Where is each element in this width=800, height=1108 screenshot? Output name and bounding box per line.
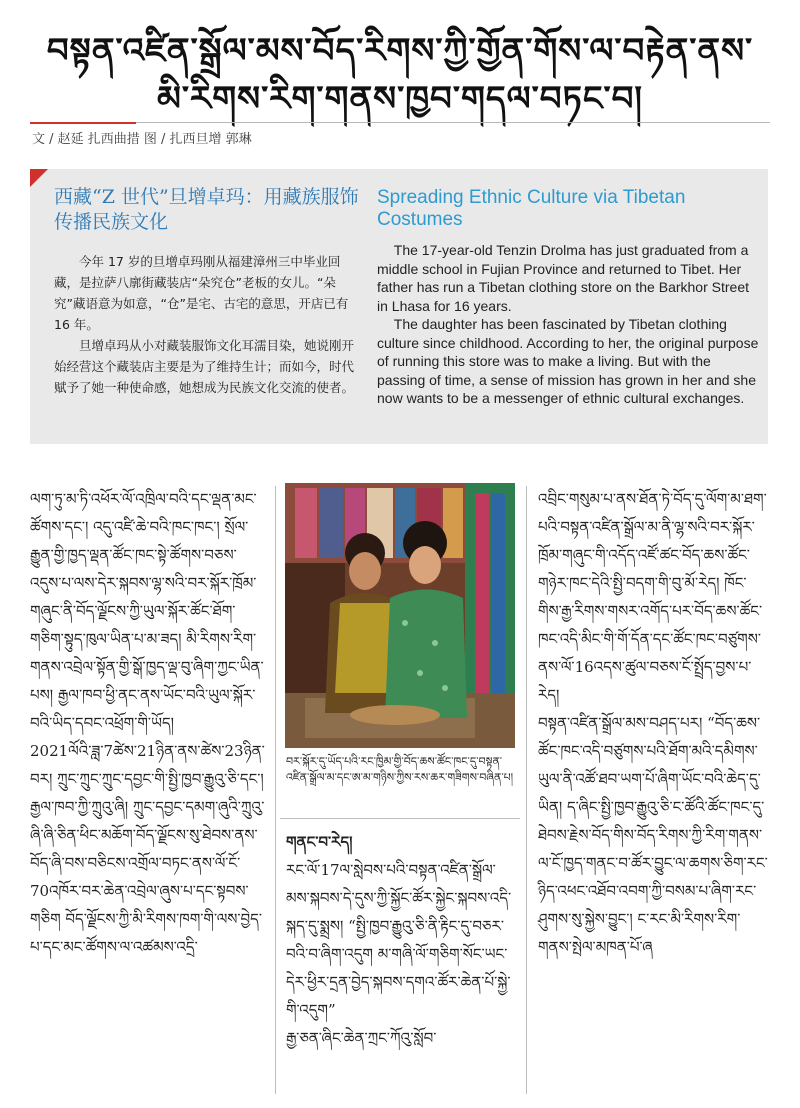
shop-photo [285,483,515,748]
caption-divider-rule [280,818,520,819]
body-column-1 [30,485,265,961]
body-paragraph: གནང་བ་རེད། [286,833,353,851]
summary-en-paragraph: The 17-year-old Tenzin Drolma has just graduated from a middle school in Fujian Province and returned to Tibet. Her father has run a Tibetan clothing store on the Barkhor Street in Lhasa for 16 years. [377,242,749,314]
byline: 文 / 赵延 扎西曲措 图 / 扎西旦增 郭琳 [32,132,252,147]
summary-en-title: Spreading Ethnic Culture via Tibetan Costumes [377,187,686,230]
column-divider-left [275,486,276,1094]
article-title-line-2: མི་རིགས་རིག་གནས་ཁྱབ་གདལ་བཏང་བ། [157,79,643,119]
summary-en-paragraph: The daughter has been fascinated by Tibetan clothing culture since childhood. According to her, the original purpose of running this store was to make a living. But with the passing of time, a sense of mission has grown in her and she now wants to be a messenger of ethnic cultural exchanges. [377,316,759,406]
summary-en-body [377,241,760,408]
body-paragraph: ལག་ཏུ་མ་ཏི་འཕོར་ལོ་འཁྲིལ་བའི་དང་ལྡན་མང་ཚོགས་དང་། འདུ་འཛི་ཆེ་བའི་ཁང་ཁང་། སྲོལ་རྒྱུན་གྱི་ཁྱད་ལྡན་ཚོང་ཁང་སྟེ་ཚོགས་བཅས་འདུས་པ་ལས་དེར་སྐབས་ལྷ་སའི་བར་སྐོར་ཁྲོམ་གཞུང་ནི་བོད་ལྗོངས་ཀྱི་ཡུལ་སྐོར་ཚོང་ཐོག་གཅིག་སྟུད་ཁུལ་ཡིན་པ་མ་ཟད། མི་རིགས་རིག་གནས་འབྲེལ་སྟོན་གྱི་སྒོ་ཁྱད་ལྡ་བུ་ཞིག་ཀྱང་ཡིན་པས། རྒྱལ་ཁབ་ཕྱི་ནང་ནས་ཡོང་བའི་ཡུལ་སྐོར་བའི་ཡིད་དབང་འཕྲོག་གི་ཡོད། [30,490,264,732]
article-title-line-1: བསྟན་འཛིན་སྒྲོལ་མས་བོད་རིགས་ཀྱི་གྱོན་གོས་ལ་བརྟེན་ནས་ [46,31,754,71]
body-column-2 [286,828,514,1052]
body-paragraph: འབྲིང་གསུམ་པ་ནས་ཐོན་ཏེ་བོད་དུ་ལོག་མ་ཐག་པའི་བསྟན་འཛིན་སྒྲོལ་མ་ནི་ལྷ་སའི་བར་སྐོར་ཁྲོམ་གཞུང་གི་འདོད་འཛོ་ཚང་བོད་ཆས་ཚོང་གཉེར་ཁང་དེའི་སྤྱི་བདག་གི་བུ་མོ་རེད། ཁོང་གིས་རྒྱ་རིགས་གསར་འགོད་པར་བོད་ཆས་ཚོང་ཁང་འདི་མིང་གི་གོ་དོན་དང་ཚོང་ཁང་བཙུགས་ནས་ལོ་16འདས་ཚུལ་བཅས་ངོ་སྤྲོད་བྱས་པ་རེད། [538,490,767,704]
summary-cn-paragraph: 今年 17 岁的旦增卓玛刚从福建漳州三中毕业回藏，是拉萨八廓街藏装店“朵究仓”老板的女儿。“朵究”藏语意为如意，“仓”是宅、古宅的意思，开店已有 16 年。 [54,254,349,332]
body-paragraph: རྒྱ་ཅན་ཞིང་ཆེན་ཀྲང་ཀོའུ་སློབ་ [286,1029,437,1047]
summary-cn-body [54,251,364,398]
body-paragraph: རང་ལོ་17ལ་སླེབས་པའི་བསྟན་འཛིན་སྒྲོལ་མས་སྐབས་དེ་དུས་ཀྱི་སྐྱོང་ཚོར་སྐྱེང་སྐབས་འདི་སྐད་དུ་སྨྲས། “སྤྱི་ཁྱབ་རྒྱུའུ་ཅི་ནི་རྟིང་དུ་བཅར་བའི་བ་ཞིག་འདུག མ་གཞི་ལོ་གཅིག་སོང་ཡང་དེར་ཕྱིར་དྲན་བྱེད་སྐབས་དགའ་ཚོར་ཆེན་པོ་སྐྱེ་གི་འདུག” [286,861,512,1019]
summary-cn-paragraph: 旦增卓玛从小对藏装服饰文化耳濡目染，她说刚开始经营这个藏装店主要是为了维持生计；而如今，时代赋予了她一种使命感，她想成为民族文化交流的使者。 [54,338,355,395]
body-paragraph: 2021ལོའི་ཟླ་7ཚེས་21ཉིན་ནས་ཚེས་23ཉིན་བར། ཀྲུང་ཀྲུང་ཀྲུང་དབྱང་གི་སྤྱི་ཁྱབ་རྒྱུའུ་ཅི་དང་། རྒྱལ་ཁབ་ཀྱི་ཀྲུའུ་ཞི། ཀྲུང་དབྱང་དམག་ཞུའི་ཀྲུའུ་ཞི་ཞི་ཅིན་ཕིང་མཆོག་བོད་ལྗོངས་སུ་ཐེབས་ནས་བོད་ཞི་བས་བཅིངས་འགྲོལ་བཏང་ནས་ལོ་ངོ་70འཁོར་བར་ཆེན་འབྲེལ་ཞུས་པ་དང་སྟབས་གཅིག བོད་ལྗོངས་ཀྱི་མི་རིགས་ཁག་གི་ལས་བྱེད་པ་དང་མང་ཚོགས་ལ་འཚམས་འདྲི་ [30,742,265,956]
column-divider-right [526,486,527,1094]
shop-photo-illustration [285,483,515,748]
red-corner-marker [30,169,48,187]
photo-caption: བར་སྐོར་དུ་ཡོད་པའི་རང་ཁྱིམ་གྱི་བོད་ཆས་ཚོང་ཁང་དུ་བསྟན་འཛིན་སྒྲོལ་མ་དང་ཨ་མ་གཉིས་ཀྱིས་རས་ཆར་གཟིགས་བཞིན་པ། [286,755,514,784]
red-accent-rule [30,122,136,124]
bilingual-summary-box [30,169,768,444]
summary-cn-title: 西藏“Z 世代”旦增卓玛：用藏族服饰传播民族文化 [54,186,359,233]
body-column-3 [538,485,770,961]
grey-divider-rule [136,122,770,123]
body-paragraph: བསྟན་འཛིན་སྒྲོལ་མས་བཤད་པར། “བོད་ཆས་ཚོང་ཁང་འདི་བཙུགས་པའི་ཐོག་མའི་དམིགས་ཡུལ་ནི་འཚོ་ཐབ་ཡག་པོ་ཞིག་ཡོང་བའི་ཆེད་དུ་ཡིན། ད་ཞིང་སྤྱི་ཁྱབ་རྒྱུའུ་ཅི་ང་ཚོའི་ཚོང་ཁང་དུ་ཐེབས་རྗེས་བོད་གིས་བོད་རིགས་ཀྱི་རིག་གནས་ལ་ངོ་ཁྱད་གནང་བ་ཚོར་བྱུང་ལ་ཆགས་ཅིག་རང་ཉིད་འཕང་འཐོབ་འབག་ཀྱི་བསམ་པ་ཞིག་རང་ཤུགས་སུ་སྐྱེས་བྱུང་། ང་རང་མི་རིགས་རིག་གནས་སྤེལ་མཁན་པོ་ཞ [538,714,768,956]
